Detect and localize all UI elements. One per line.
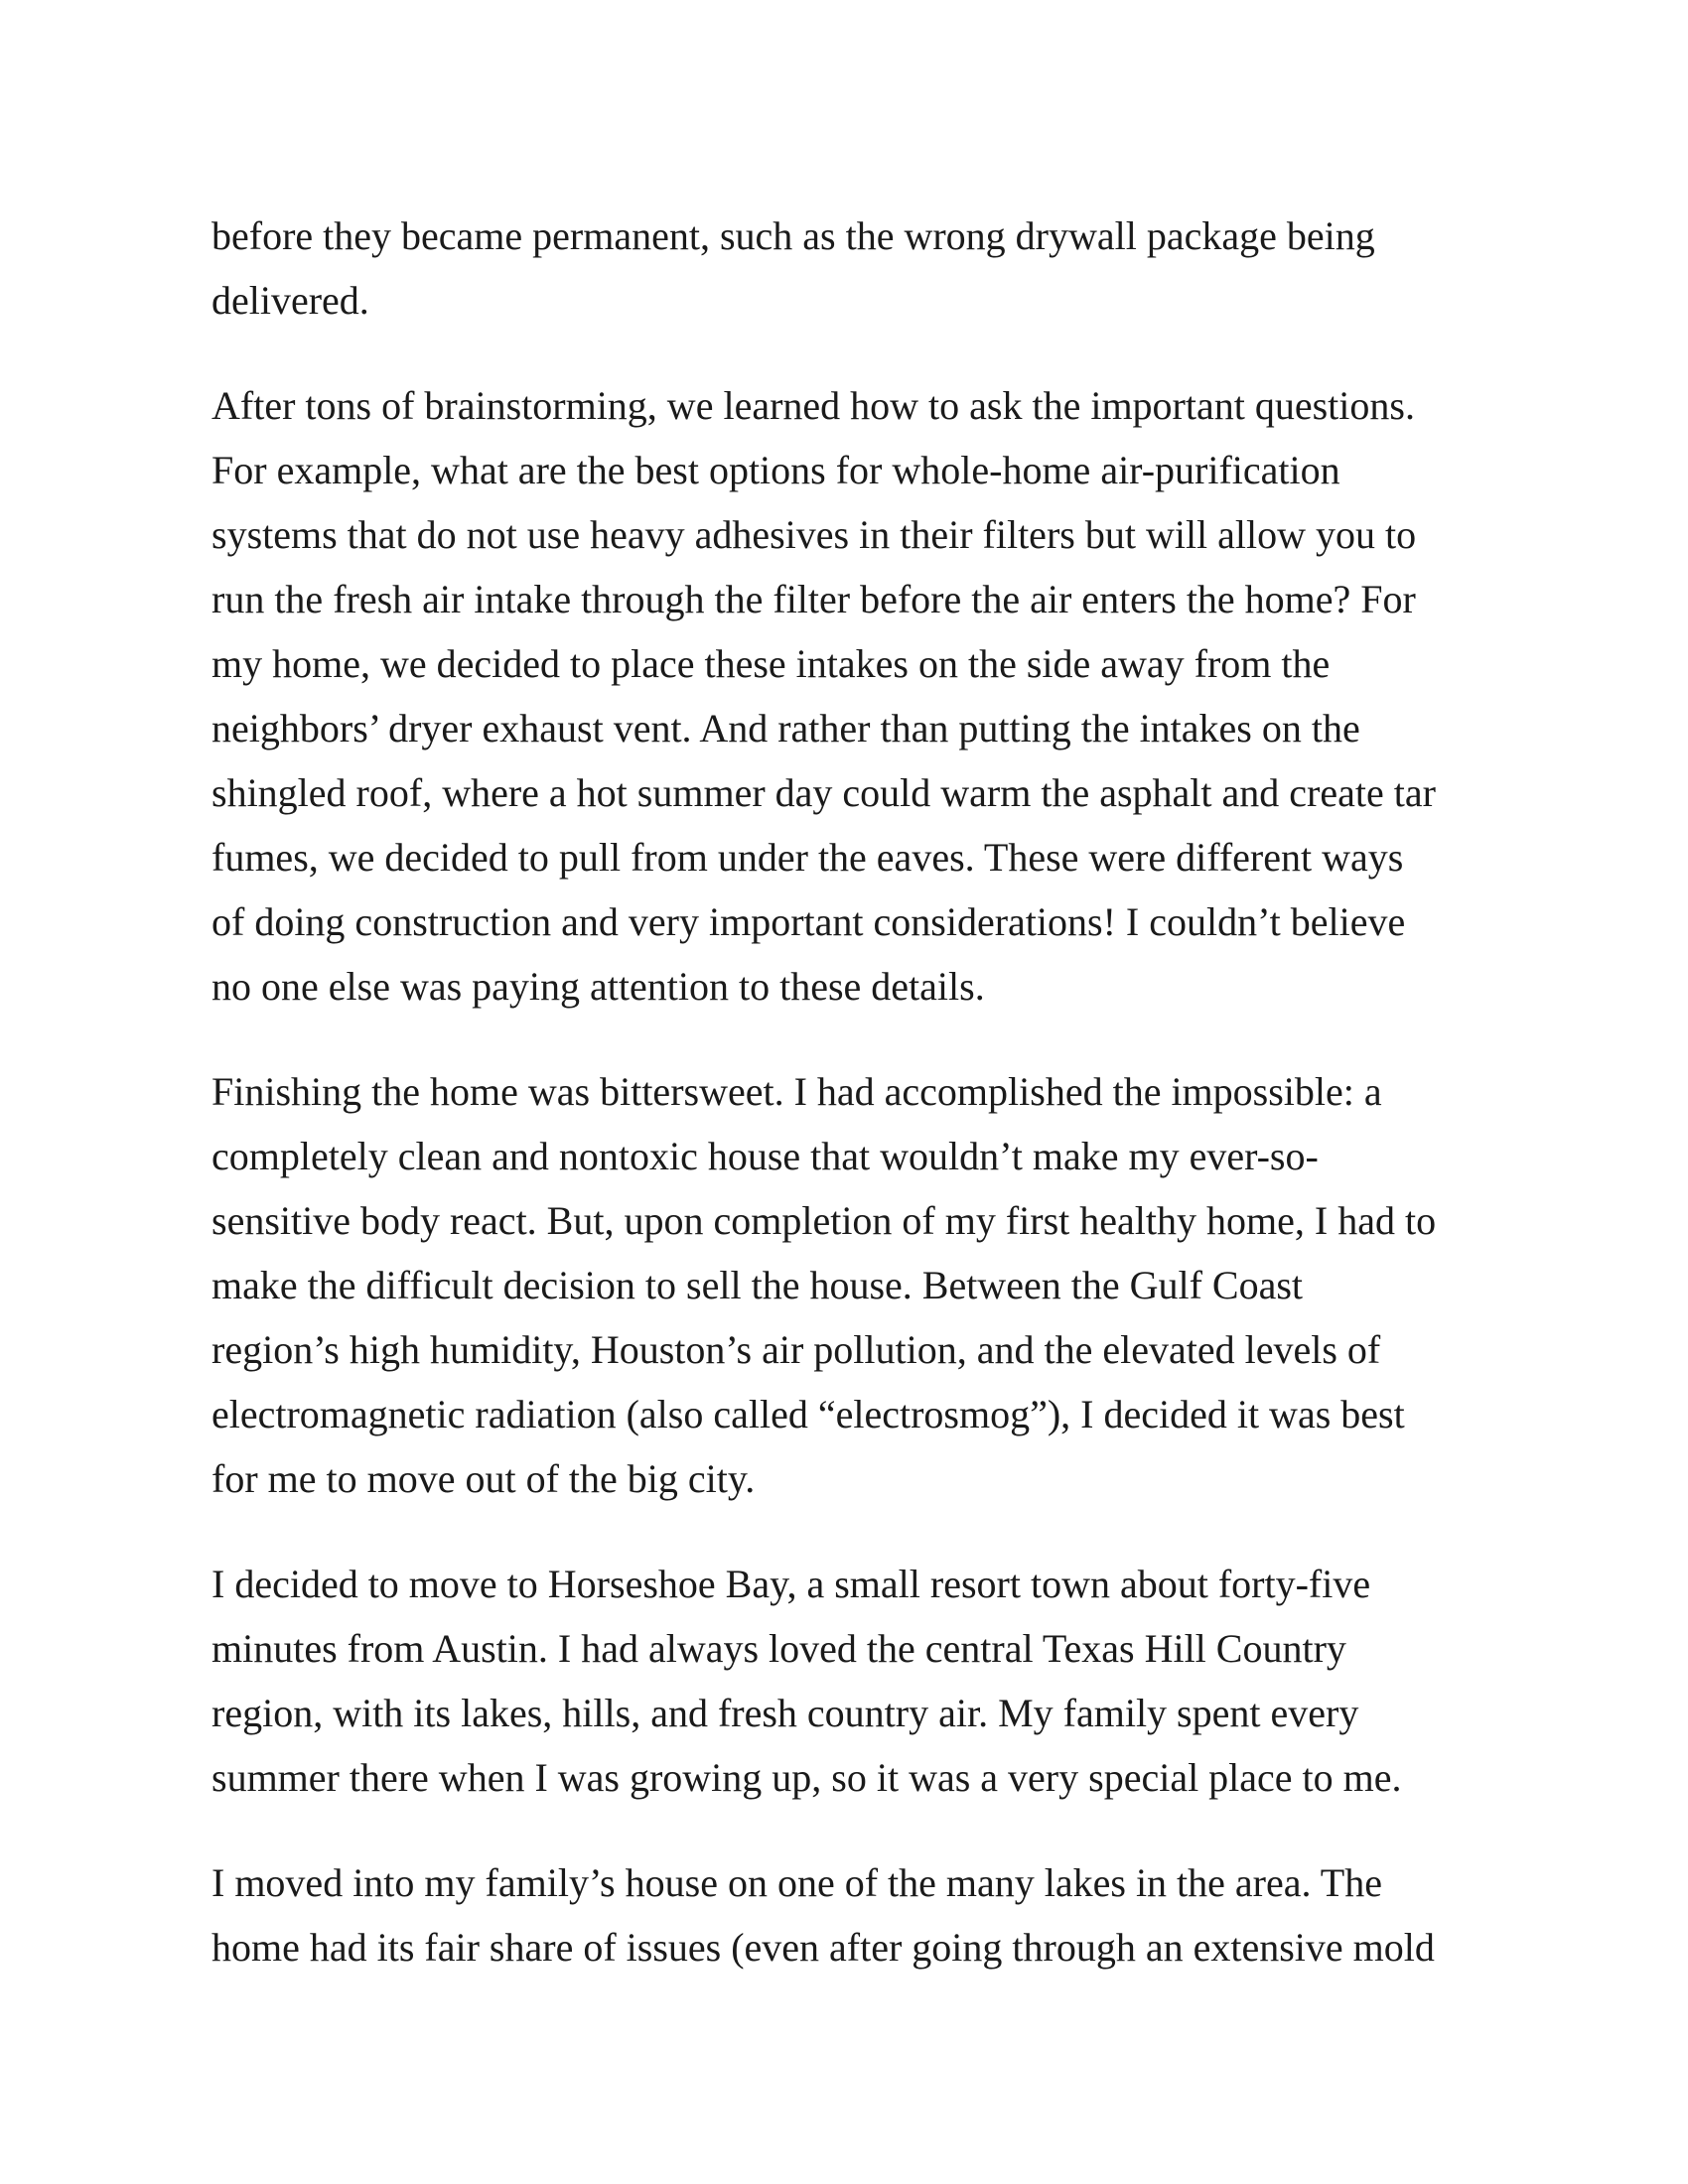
text-line: shingled roof, where a hot summer day could warm the asphalt and create tar [211, 770, 1436, 815]
text-line: delivered. [211, 278, 369, 323]
paragraph-5 [211, 1850, 1502, 1979]
text-line: I moved into my family’s house on one of the many lakes in the area. The [211, 1860, 1382, 1905]
text-line: systems that do not use heavy adhesives in their filters but will allow you to [211, 512, 1417, 557]
text-line: no one else was paying attention to these details. [211, 964, 985, 1009]
text-line: my home, we decided to place these intakes on the side away from the [211, 641, 1331, 686]
text-line: Finishing the home was bittersweet. I had accomplished the impossible: a [211, 1069, 1382, 1114]
paragraph-3 [211, 1059, 1502, 1511]
body-text [211, 204, 1502, 2020]
paragraph-1 [211, 204, 1502, 333]
text-line: completely clean and nontoxic house that wouldn’t make my ever-so- [211, 1134, 1319, 1178]
text-line: run the fresh air intake through the filter before the air enters the home? For [211, 577, 1416, 621]
text-line: before they became permanent, such as the wrong drywall package being [211, 213, 1375, 258]
text-line: home had its fair share of issues (even after going through an extensive mold [211, 1925, 1435, 1970]
text-line: sensitive body react. But, upon completion of my first healthy home, I had to [211, 1198, 1437, 1243]
text-line: I decided to move to Horseshoe Bay, a small resort town about forty-five [211, 1562, 1371, 1606]
text-line: fumes, we decided to pull from under the eaves. These were different ways [211, 835, 1404, 880]
text-line: for me to move out of the big city. [211, 1456, 756, 1501]
text-line: For example, what are the best options for whole-home air-purification [211, 448, 1340, 492]
paragraph-2 [211, 373, 1502, 1019]
text-line: region’s high humidity, Houston’s air pollution, and the elevated levels of [211, 1327, 1381, 1372]
text-line: region, with its lakes, hills, and fresh country air. My family spent every [211, 1691, 1359, 1735]
text-line: After tons of brainstorming, we learned how to ask the important questions. [211, 383, 1415, 428]
text-line: of doing construction and very important considerations! I couldn’t believe [211, 899, 1406, 944]
paragraph-4 [211, 1552, 1502, 1810]
text-line: neighbors’ dryer exhaust vent. And rather than putting the intakes on the [211, 706, 1360, 751]
text-line: electromagnetic radiation (also called “electrosmog”), I decided it was best [211, 1392, 1405, 1436]
text-line: make the difficult decision to sell the house. Between the Gulf Coast [211, 1263, 1304, 1307]
text-line: summer there when I was growing up, so it was a very special place to me. [211, 1755, 1402, 1800]
text-line: minutes from Austin. I had always loved the central Texas Hill Country [211, 1626, 1346, 1671]
